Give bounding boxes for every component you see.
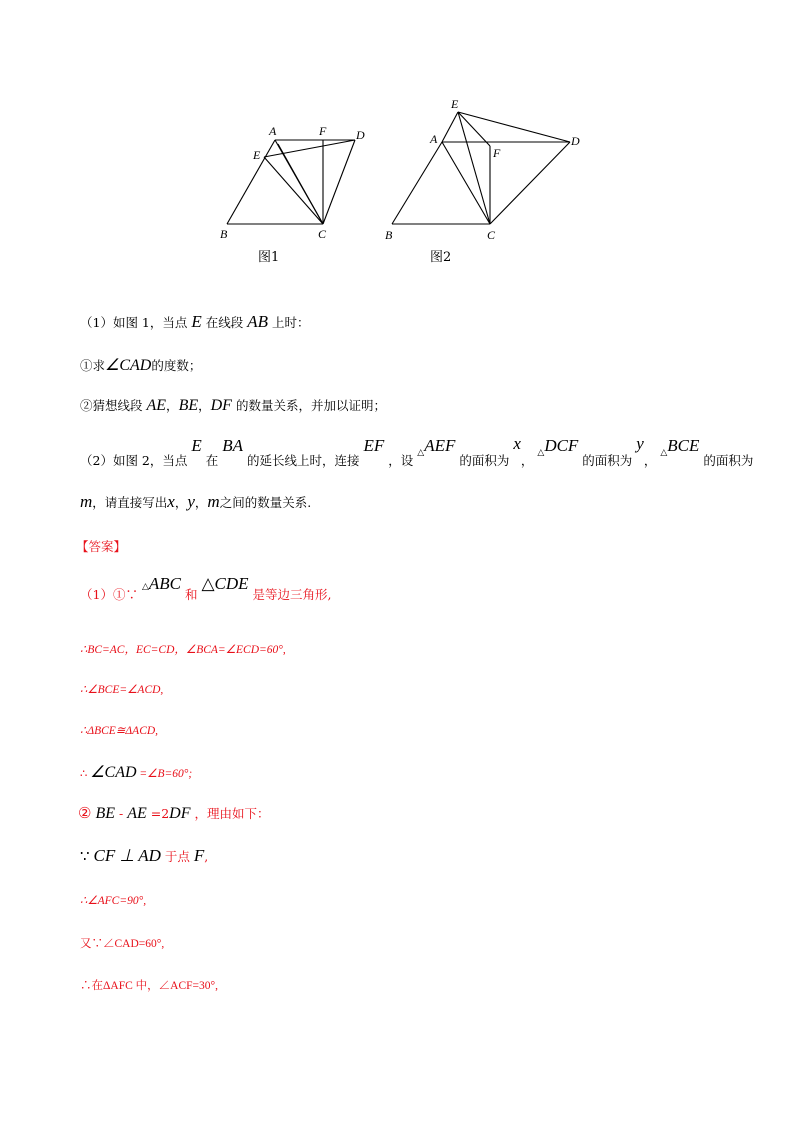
comma: ， [166, 398, 179, 413]
a1-prefix: （1）①∵ [80, 587, 138, 602]
figure-2-caption: 图2 [430, 250, 452, 265]
comma: ， [198, 398, 211, 413]
q2-area-m: 的面积为 [703, 453, 754, 468]
question-part-2-cont [80, 492, 311, 512]
q2-mid-2: ，请直接写出 [92, 495, 168, 510]
q2-x2: x [167, 492, 175, 511]
a5-prefix: ∴ [80, 768, 88, 780]
figure-2 [382, 95, 587, 245]
sub2-AE: AE [146, 397, 167, 414]
a8-text: ∴∠AFC=90°, [80, 895, 147, 907]
q2-area-y: 的面积为 [582, 453, 633, 468]
fig2-label-B: B [385, 228, 393, 242]
fig1-label-B: B [220, 227, 228, 241]
sub1-angle: ∠CAD [105, 357, 152, 374]
a1-CDE: CDE [214, 574, 249, 593]
answer-line-7 [80, 846, 208, 866]
answer-line-10 [80, 977, 218, 993]
a7-mid: 于点 [164, 849, 190, 864]
fig1-label-A: A [269, 124, 277, 138]
a10-text: ∴在ΔAFC 中，∠ACF=30°, [80, 980, 218, 992]
q2-BA: BA [222, 436, 244, 455]
fig1-label-F: F [319, 124, 327, 138]
sub2-suffix: 的数量关系，并加以证明； [235, 398, 386, 413]
q2-x: x [513, 434, 521, 453]
comma: ， [520, 453, 534, 468]
q2-point-E: E [191, 436, 202, 455]
triangle-icon: △ [141, 582, 149, 592]
fig2-label-A: A [430, 132, 438, 146]
a7-expr: CF ⊥ AD [93, 846, 161, 865]
a3-text: ∴∠BCE=∠ACD, [80, 684, 164, 696]
answer-line-8 [80, 893, 146, 907]
q1-text-mid: 在线段 [205, 315, 244, 330]
a7-because: ∵ [80, 847, 90, 865]
q2-EF: EF [363, 436, 385, 455]
fig1-label-E: E [253, 148, 261, 162]
sub2-DF: DF [210, 397, 232, 414]
figure-1 [215, 120, 370, 245]
question-part-2 [80, 434, 754, 468]
comma: ， [194, 495, 208, 510]
a7-F: F [193, 846, 205, 865]
a7-suffix: , [204, 849, 209, 864]
a6-prefix: ② [78, 804, 92, 822]
question-part-1 [80, 312, 310, 332]
q2-area-x: 的面积为 [459, 453, 510, 468]
triangle-icon: △ [660, 448, 668, 458]
q1-point-E: E [191, 312, 202, 331]
q2-BCE: BCE [667, 436, 700, 455]
figure-1-caption: 图1 [258, 250, 280, 265]
answer-line-2 [80, 641, 286, 657]
comma: ， [643, 453, 657, 468]
q2-y: y [636, 434, 644, 453]
answer-line-6 [78, 804, 269, 823]
q1-text-suffix: 上时： [272, 315, 310, 330]
q1-segment-AB: AB [247, 312, 269, 331]
triangle-icon-large: △ [201, 574, 215, 593]
a6-suffix: ，理由如下： [194, 806, 270, 821]
a6-eq: =2 [150, 806, 170, 821]
answer-line-9 [80, 935, 164, 951]
q2-prefix: （2）如图 2，当点 [80, 453, 188, 468]
answer-line-3 [80, 682, 163, 696]
q2-y2: y [187, 492, 195, 511]
fig2-label-D: D [571, 134, 580, 148]
q2-m: m [80, 492, 93, 511]
answer-tag: 【答案】 [76, 539, 127, 554]
fig2-label-E: E [451, 97, 459, 111]
answer-line-4 [80, 723, 158, 737]
sub1-prefix: ①求 [80, 358, 106, 373]
q2-m2: m [207, 492, 220, 511]
q2-suffix-2: 之间的数量关系. [219, 495, 312, 510]
a6-minus: - [118, 806, 124, 821]
a4-text: ∴ΔBCE≅ΔACD, [80, 725, 159, 737]
sub1-suffix: 的度数； [151, 358, 202, 373]
q2-mid: 的延长线上时，连接 [247, 453, 360, 468]
q2-she: ，设 [388, 453, 414, 468]
answer-line-5 [80, 762, 192, 782]
fig2-label-C: C [487, 228, 496, 242]
fig2-label-F: F [493, 146, 501, 160]
question-sub-2 [80, 396, 386, 415]
a1-ABC: ABC [148, 574, 181, 593]
a9-text: 又∵∠CAD=60°, [80, 938, 165, 950]
comma: ， [174, 495, 188, 510]
a6-DF: DF [169, 805, 191, 822]
a2-text: ∴BC=AC，EC=CD，∠BCA=∠ECD=60°, [80, 644, 286, 656]
question-sub-1 [80, 355, 201, 375]
sub2-BE: BE [178, 397, 199, 414]
a6-AE: AE [127, 805, 147, 822]
triangle-icon: △ [417, 448, 425, 458]
q2-AEF: AEF [424, 436, 456, 455]
q1-text: （1）如图 1，当点 [80, 315, 188, 330]
a1-suffix: 是等边三角形, [252, 587, 332, 602]
sub2-prefix: ②猜想线段 [80, 398, 143, 413]
a1-he: 和 [184, 587, 198, 602]
fig1-label-C: C [318, 227, 327, 241]
a5-suffix: =∠B=60°; [139, 768, 193, 780]
fig1-label-D: D [356, 128, 365, 142]
answer-line-1 [80, 574, 332, 602]
q2-DCF: DCF [544, 436, 579, 455]
a6-BE: BE [95, 805, 115, 822]
a5-angle: ∠CAD [90, 764, 137, 781]
q2-zai: 在 [205, 453, 219, 468]
triangle-icon: △ [537, 448, 545, 458]
